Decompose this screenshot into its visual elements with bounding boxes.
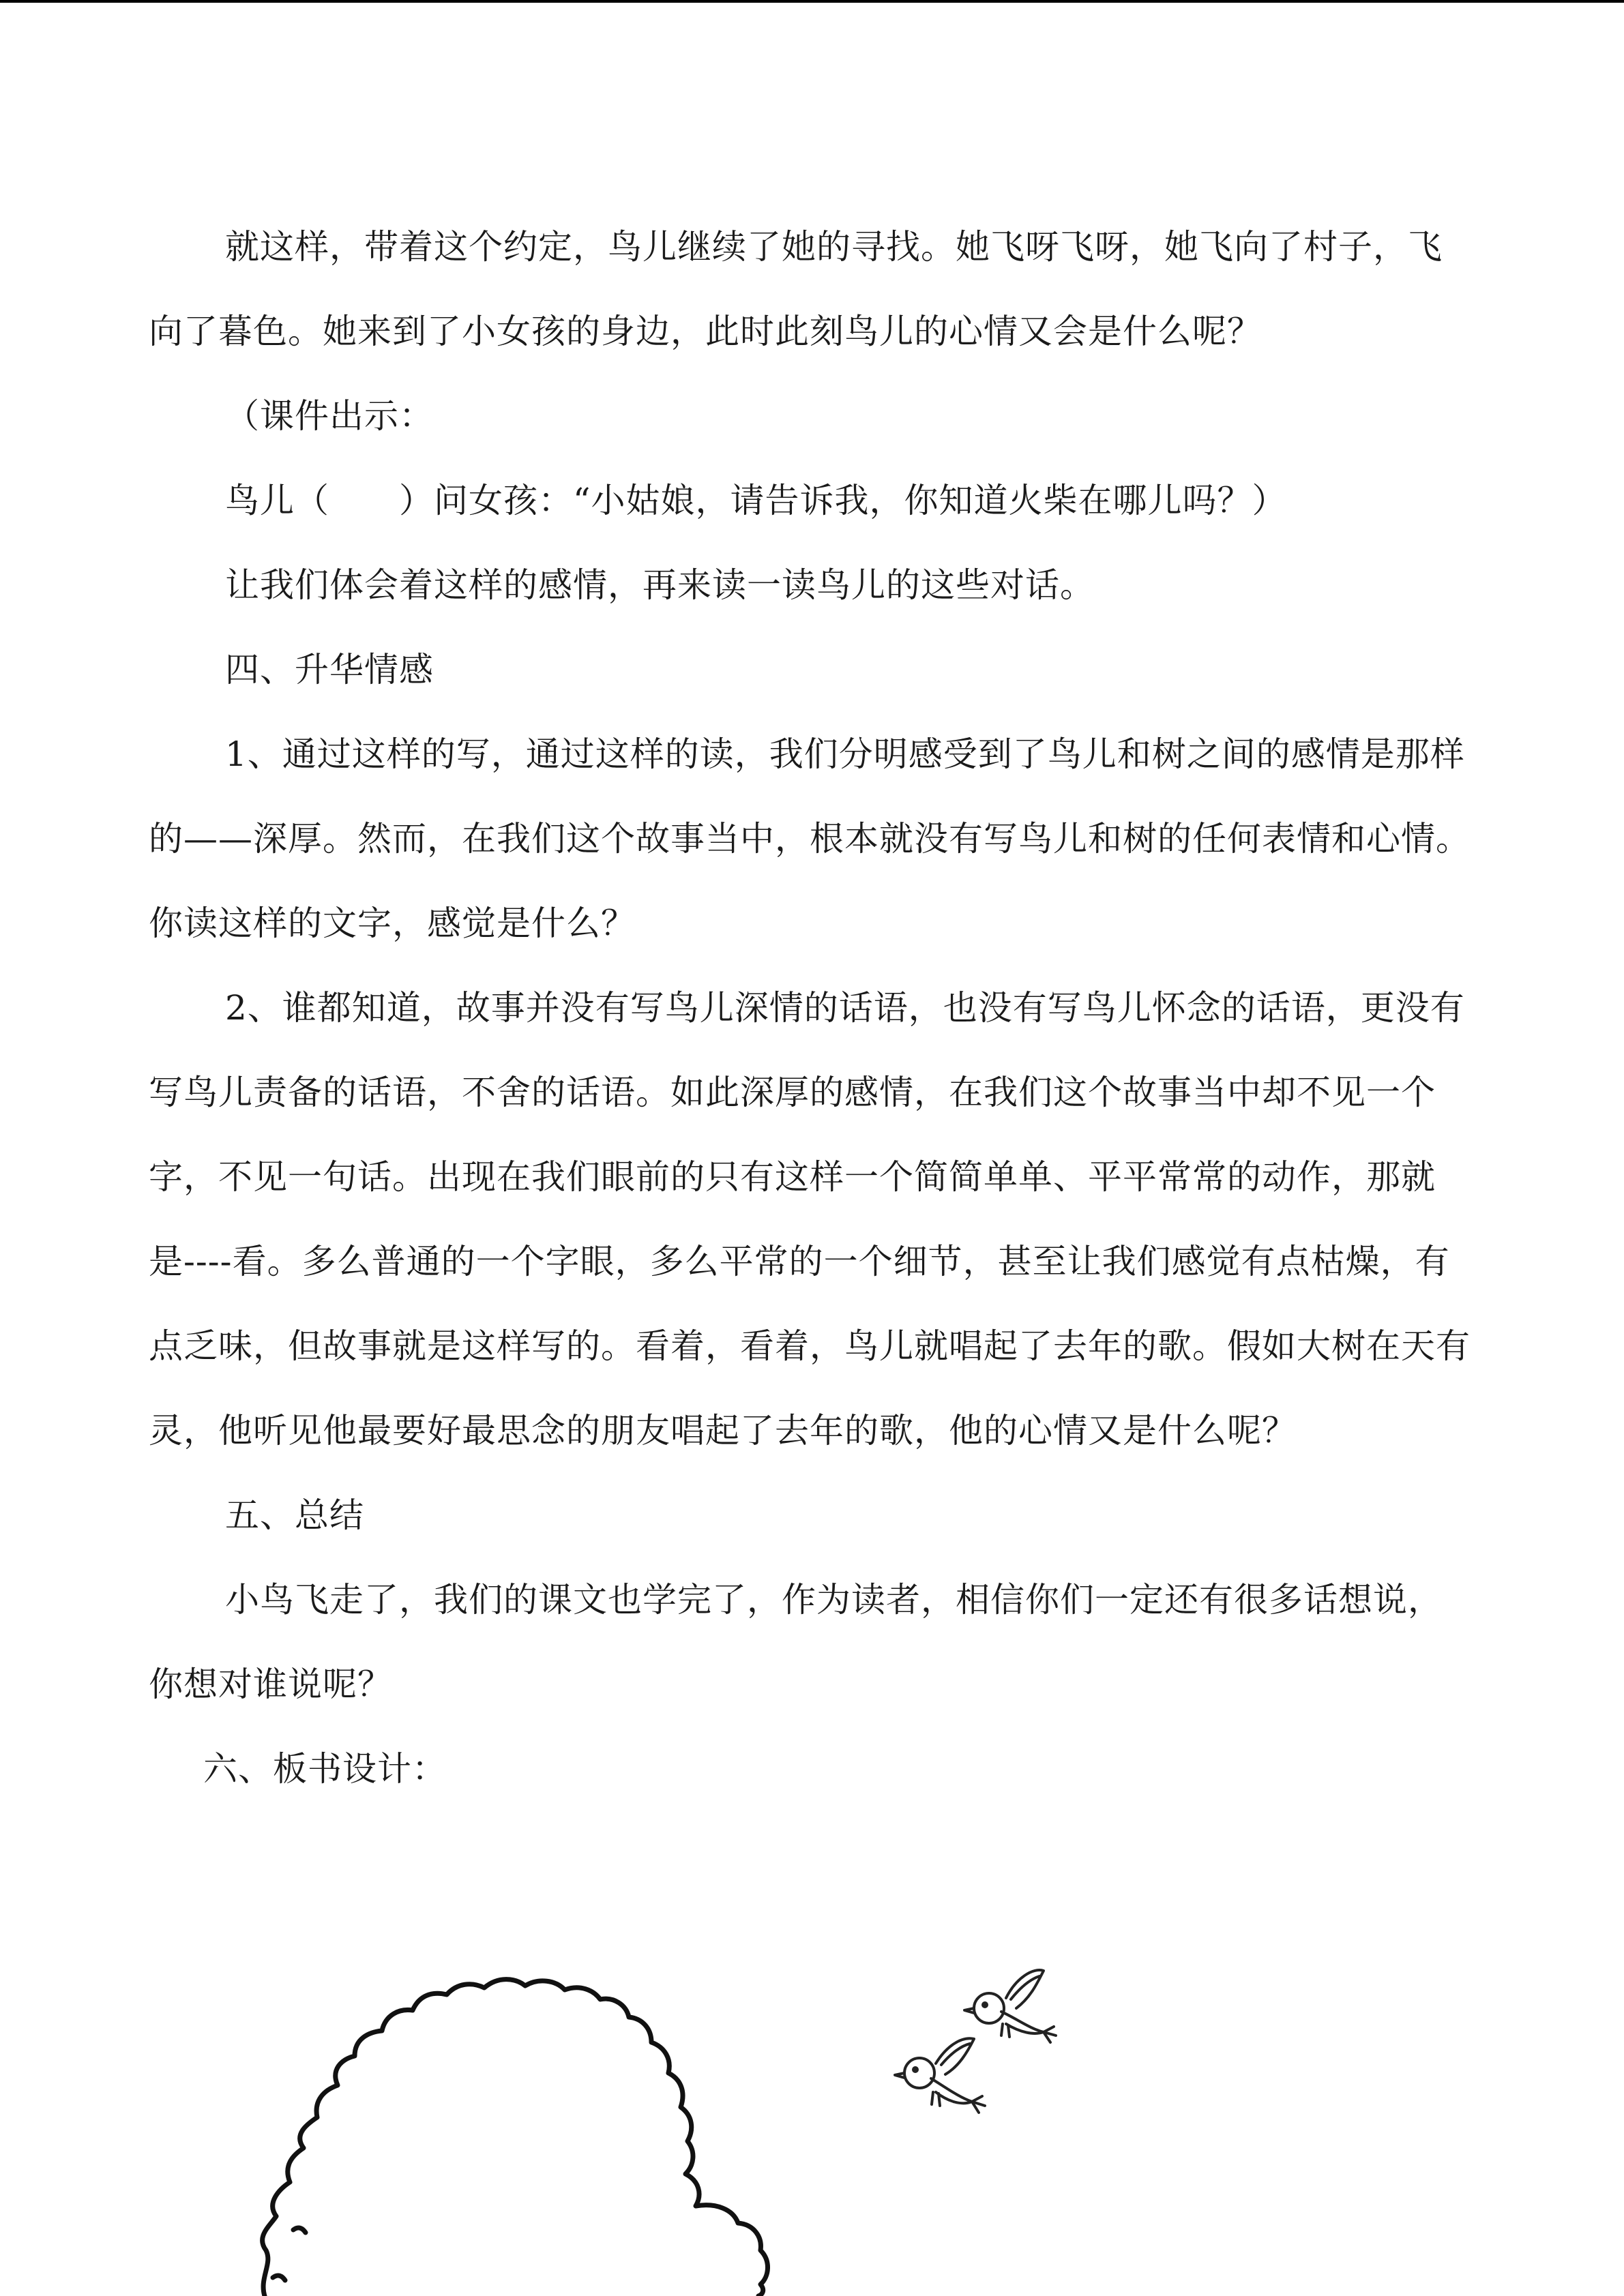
paragraph-point-1: 1、通过这样的写，通过这样的读，我们分明感受到了鸟儿和树之间的感情是那样的——深厚。然而，在我们这个故事当中，根本就没有写鸟儿和树的任何表情和心情。你读这样的文字，感觉是什么？ bbox=[149, 734, 1471, 943]
paragraph-point-2: 2、谁都知道，故事并没有写鸟儿深情的话语，也没有写鸟儿怀念的话语，更没有写鸟儿责备的话语，不舍的话语。如此深厚的感情，在我们这个故事当中却不见一个字，不见一句话。出现在我们眼前的只有这样一个简简单单、平平常常的动作，那就是----看。多么普通的一个字眼，多么平常的一个细节，甚至让我们感觉有点枯燥，有点乏味，但故事就是这样写的。看着，看着，鸟儿就唱起了去年的歌。假如大树在天有灵，他听见他最要好最思念的朋友唱起了去年的歌，他的心情又是什么呢？ bbox=[149, 988, 1471, 1450]
two-birds-icon bbox=[895, 1970, 1056, 2113]
tree-outline-icon bbox=[263, 1980, 768, 2296]
section-heading-6: 六、板书设计： bbox=[203, 1749, 447, 1789]
paragraph-courseware: （课件出示： bbox=[225, 396, 434, 436]
paragraph-read-dialogue: 让我们体会着这样的感情，再来读一读鸟儿的这些对话。 bbox=[225, 565, 1095, 605]
section-heading-5: 五、总结 bbox=[225, 1495, 364, 1535]
page-top-border bbox=[0, 0, 1624, 3]
paragraph-bird-search: 就这样，带着这个约定，鸟儿继续了她的寻找。她飞呀飞呀，她飞向了村子，飞向了暮色。她来到了小女孩的身边，此时此刻鸟儿的心情又会是什么呢？ bbox=[149, 227, 1443, 351]
board-drawing bbox=[252, 1957, 1112, 2296]
paragraph-summary: 小鸟飞走了，我们的课文也学完了，作为读者，相信你们一定还有很多话想说，你想对谁说呢？ bbox=[149, 1580, 1443, 1704]
paragraph-bird-question: 鸟儿（ ）问女孩：“小姑娘，请告诉我，你知道火柴在哪儿吗？） bbox=[225, 481, 1287, 520]
section-heading-4: 四、升华情感 bbox=[225, 650, 434, 689]
document-page bbox=[149, 205, 1472, 1811]
